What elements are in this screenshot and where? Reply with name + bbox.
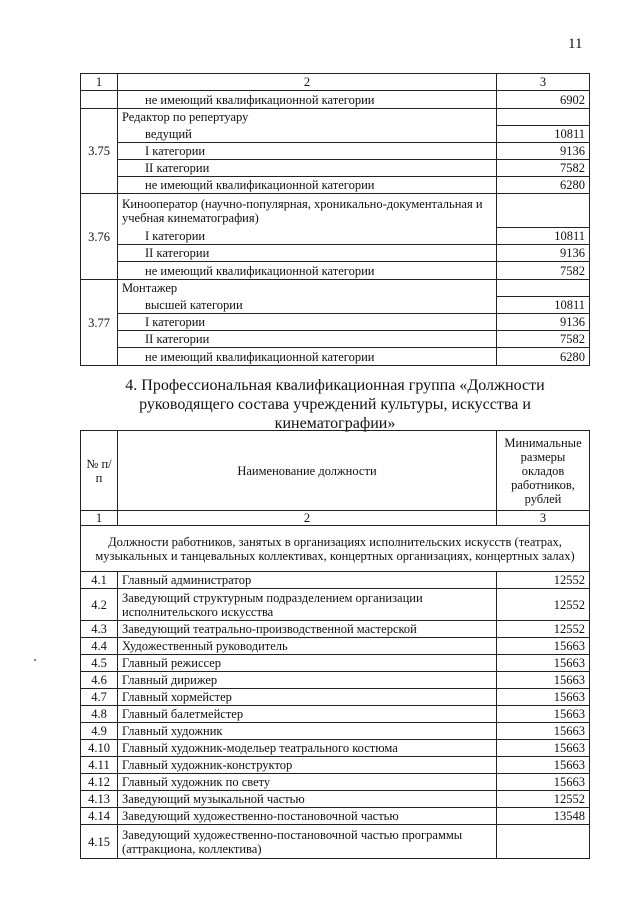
- position-group-title: Редактор по репертуару: [118, 109, 497, 126]
- column-number: 2: [118, 74, 497, 91]
- group-heading-row: [81, 526, 590, 572]
- table-row: [81, 348, 590, 366]
- position-name: Заведующий театрально-производственной мастерской: [118, 621, 497, 638]
- position-name: Главный художник: [118, 723, 497, 740]
- table-row: [81, 160, 590, 177]
- table-row: [81, 314, 590, 331]
- position-name: Главный художник по свету: [118, 774, 497, 791]
- position-name: не имеющий квалификационной категории: [118, 348, 497, 366]
- row-number: 4.11: [81, 757, 118, 774]
- row-number: 4.7: [81, 689, 118, 706]
- row-number: 4.9: [81, 723, 118, 740]
- column-number: 1: [81, 74, 118, 91]
- position-name: Главный художник-модельер театрального костюма: [118, 740, 497, 757]
- column-number-row: [81, 511, 590, 526]
- page-number: 11: [568, 36, 583, 52]
- table-row: [81, 280, 590, 297]
- salary-value: 7582: [497, 160, 590, 177]
- table-row: [81, 177, 590, 194]
- table-row: [81, 808, 590, 825]
- column-header-name: Наименование должности: [118, 431, 497, 511]
- table-row: [81, 228, 590, 245]
- salary-value: 10811: [497, 297, 590, 314]
- row-number: 3.75: [81, 109, 118, 194]
- row-number: 4.8: [81, 706, 118, 723]
- salary-value: 15663: [497, 723, 590, 740]
- salary-value: 15663: [497, 757, 590, 774]
- position-name: II категории: [118, 245, 497, 262]
- salary-value: 9136: [497, 245, 590, 262]
- row-number: 4.4: [81, 638, 118, 655]
- row-number: 4.13: [81, 791, 118, 808]
- group-heading: Должности работников, занятых в организациях исполнительских искусств (театрах, музыкальных и танцевальных коллективах, концертных организациях, концертных залах): [81, 526, 590, 572]
- table-row: [81, 194, 590, 228]
- row-number: 4.10: [81, 740, 118, 757]
- position-name: не имеющий квалификационной категории: [118, 91, 497, 109]
- salary-value: 9136: [497, 314, 590, 331]
- position-group-title: Кинооператор (научно-популярная, хроникально-документальная и учебная кинематография): [118, 194, 497, 228]
- table-row: [81, 774, 590, 791]
- position-name: ведущий: [118, 126, 497, 143]
- row-number: 4.1: [81, 572, 118, 589]
- table-row: [81, 638, 590, 655]
- section-title: 4. Профессиональная квалификационная группа «Должности руководящего состава учреждений культуры, искусства и кинематографии»: [125, 377, 545, 432]
- salary-value: 15663: [497, 672, 590, 689]
- position-name: I категории: [118, 314, 497, 331]
- table-row: [81, 672, 590, 689]
- table-row: [81, 91, 590, 109]
- table-row: [81, 143, 590, 160]
- position-name: не имеющий квалификационной категории: [118, 262, 497, 280]
- table-row: [81, 689, 590, 706]
- position-name: Заведующий структурным подразделением организации исполнительского искусства: [118, 589, 497, 621]
- salary-value: 9136: [497, 143, 590, 160]
- salary-table: [80, 430, 590, 859]
- table-row: [81, 706, 590, 723]
- row-number: 4.3: [81, 621, 118, 638]
- position-name: Главный хормейстер: [118, 689, 497, 706]
- table-row: [81, 297, 590, 314]
- position-name: высшей категории: [118, 297, 497, 314]
- position-name: Главный балетмейстер: [118, 706, 497, 723]
- row-number: 4.15: [81, 825, 118, 859]
- salary-value: [497, 280, 590, 297]
- salary-value: 15663: [497, 774, 590, 791]
- position-name: Главный режиссер: [118, 655, 497, 672]
- table-row: [81, 262, 590, 280]
- salary-value: 15663: [497, 689, 590, 706]
- table-row: [81, 825, 590, 859]
- position-name: Заведующий музыкальной частью: [118, 791, 497, 808]
- table-row: [81, 655, 590, 672]
- column-header-number: № п/п: [81, 431, 118, 511]
- salary-value: 12552: [497, 572, 590, 589]
- salary-value: [497, 109, 590, 126]
- salary-value: 12552: [497, 621, 590, 638]
- salary-value: 10811: [497, 228, 590, 245]
- salary-value: [497, 825, 590, 859]
- table-row: [81, 331, 590, 348]
- position-name: II категории: [118, 331, 497, 348]
- salary-value: 15663: [497, 706, 590, 723]
- position-name: I категории: [118, 228, 497, 245]
- row-number: 4.2: [81, 589, 118, 621]
- salary-value: 7582: [497, 262, 590, 280]
- salary-value: 12552: [497, 791, 590, 808]
- position-name: II категории: [118, 160, 497, 177]
- salary-value: [497, 194, 590, 228]
- position-name: Заведующий художественно-постановочной частью программы (аттракциона, коллектива): [118, 825, 497, 859]
- table-row: [81, 791, 590, 808]
- position-name: Главный администратор: [118, 572, 497, 589]
- row-number: 4.5: [81, 655, 118, 672]
- salary-value: 10811: [497, 126, 590, 143]
- position-name: Главный дирижер: [118, 672, 497, 689]
- position-name: Заведующий художественно-постановочной частью: [118, 808, 497, 825]
- row-number: 3.77: [81, 280, 118, 366]
- table-row: [81, 740, 590, 757]
- salary-value: 6902: [497, 91, 590, 109]
- column-number: 3: [497, 74, 590, 91]
- table-row: [81, 621, 590, 638]
- row-number: 4.6: [81, 672, 118, 689]
- salary-value: 6280: [497, 177, 590, 194]
- salary-value: 12552: [497, 589, 590, 621]
- salary-value: 7582: [497, 331, 590, 348]
- position-name: не имеющий квалификационной категории: [118, 177, 497, 194]
- row-number: 4.14: [81, 808, 118, 825]
- table-row: [81, 126, 590, 143]
- table-row: [81, 723, 590, 740]
- position-name: Художественный руководитель: [118, 638, 497, 655]
- scan-speck: [34, 659, 36, 661]
- header-row: [81, 431, 590, 511]
- salary-value: 15663: [497, 638, 590, 655]
- table-row: [81, 572, 590, 589]
- salary-table-continued: [80, 73, 590, 366]
- table-row: [81, 589, 590, 621]
- column-number: 1: [81, 511, 118, 526]
- table-row: [81, 109, 590, 126]
- row-number: [81, 91, 118, 109]
- row-number: 4.12: [81, 774, 118, 791]
- salary-value: 6280: [497, 348, 590, 366]
- row-number: 3.76: [81, 194, 118, 280]
- salary-value: 15663: [497, 740, 590, 757]
- table-row: [81, 245, 590, 262]
- table-row: [81, 757, 590, 774]
- column-number-row: [81, 74, 590, 91]
- column-number: 2: [118, 511, 497, 526]
- column-number: 3: [497, 511, 590, 526]
- position-name: I категории: [118, 143, 497, 160]
- salary-value: 13548: [497, 808, 590, 825]
- salary-value: 15663: [497, 655, 590, 672]
- column-header-salary: Минимальные размеры окладов работников, рублей: [497, 431, 590, 511]
- position-name: Главный художник-конструктор: [118, 757, 497, 774]
- position-group-title: Монтажер: [118, 280, 497, 297]
